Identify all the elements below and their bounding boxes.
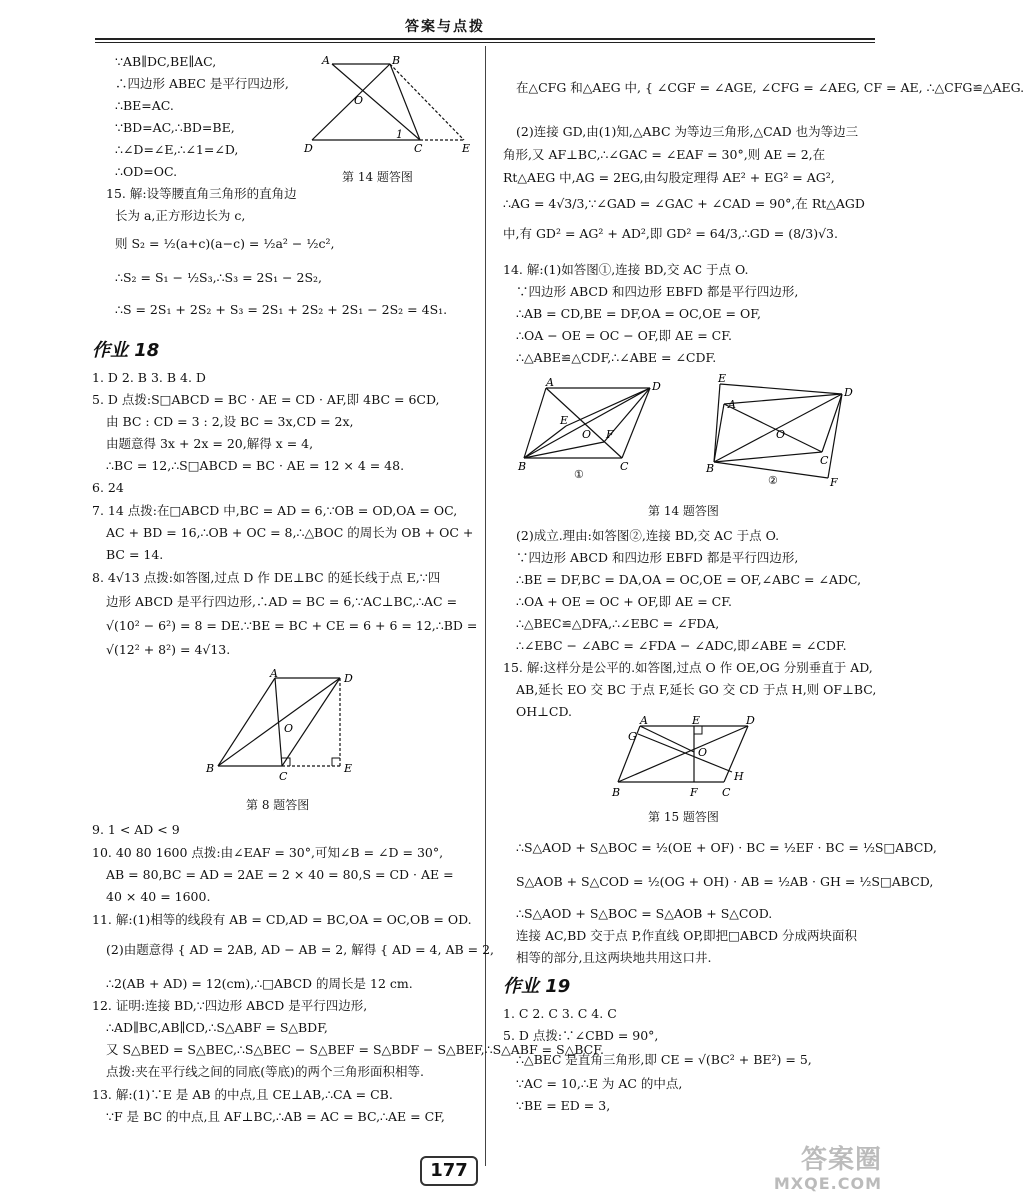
fig-label: B xyxy=(392,54,401,67)
text-line: ∵AB∥DC,BE∥AC, xyxy=(115,54,217,69)
fig-label: F xyxy=(606,428,614,441)
text-line: BC = 14. xyxy=(106,547,164,562)
figure-14-right-2 xyxy=(702,372,862,488)
text-line: 连接 AC,BD 交于点 P,作直线 OP,即把□ABCD 分成两块面积 xyxy=(516,928,857,943)
fig-label: D xyxy=(652,380,661,393)
column-divider xyxy=(485,46,486,1166)
figure-caption: 第 14 题答图 xyxy=(342,170,413,184)
text-line: ∴OA − OE = OC − OF,即 AE = CF. xyxy=(516,328,732,343)
figure-8 xyxy=(200,668,370,786)
fig-label: E xyxy=(718,372,727,385)
text-line: ∵BD=AC,∴BD=BE, xyxy=(115,120,235,135)
fig-label: G xyxy=(628,730,637,743)
figure-15 xyxy=(606,716,756,800)
text-line: ∴S△AOD + S△BOC = S△AOB + S△COD. xyxy=(516,906,773,921)
text-line: 角形,又 AF⊥BC,∴∠GAC = ∠EAF = 30°,则 AE = 2,在 xyxy=(503,147,826,162)
fig-label: A xyxy=(322,54,330,67)
text-line: ∵BE = ED = 3, xyxy=(516,1098,611,1113)
fig-label: C xyxy=(414,142,423,155)
text-line: 在△CFG 和△AEG 中, { ∠CGF = ∠AGE, ∠CFG = ∠AEG, CF = AE, ∴△CFG≌△AEG. xyxy=(516,80,1024,95)
text-line: 6. 24 xyxy=(92,480,124,495)
text-line: 长为 a,正方形边长为 c, xyxy=(115,208,246,223)
text-line: (2)由题意得 { AD = 2AB, AD − AB = 2, 解得 { AD = 4, AB = 2, xyxy=(106,942,495,957)
text-line: 12. 证明:连接 BD,∵四边形 ABCD 是平行四边形, xyxy=(92,998,368,1013)
text-line: 又 S△BED = S△BEC,∴S△BEC − S△BEF = S△BDF − S△BEF,∴S△ABF = S△BCF. xyxy=(106,1042,604,1057)
fig-label: C xyxy=(722,786,731,799)
fig-label: B xyxy=(612,786,621,799)
text-line: 7. 14 点拨:在□ABCD 中,BC = AD = 6,∵OB = OD,OA = OC, xyxy=(92,503,458,518)
text-line: (2)连接 GD,由(1)知,△ABC 为等边三角形,△CAD 也为等边三 xyxy=(516,124,859,139)
text-line: ∴△BEC 是直角三角形,即 CE = √(BC² + BE²) = 5, xyxy=(516,1052,812,1067)
fig-label: D xyxy=(844,386,853,399)
watermark xyxy=(773,1145,882,1196)
text-line: S△AOB + S△COD = ½(OG + OH) · AB = ½AB · GH = ½S□ABCD, xyxy=(516,874,934,889)
figure-caption: 第 15 题答图 xyxy=(648,810,719,824)
text-line: ∴四边形 ABEC 是平行四边形, xyxy=(115,76,289,91)
text-line: ∴S△AOD + S△BOC = ½(OE + OF) · BC = ½EF · BC = ½S□ABCD, xyxy=(516,840,937,855)
text-line: ∴∠D=∠E,∴∠1=∠D, xyxy=(115,142,239,157)
fig-label: C xyxy=(620,460,629,473)
fig-label: F xyxy=(690,786,698,799)
text-line: AC + BD = 16,∴OB + OC = 8,∴△BOC 的周长为 OB + OC + xyxy=(106,525,474,540)
text-line: ∴2(AB + AD) = 12(cm),∴□ABCD 的周长是 12 cm. xyxy=(106,976,413,991)
text-line: ∴BE = DF,BC = DA,OA = OC,OE = OF,∠ABC = ∠ADC, xyxy=(516,572,862,587)
fig-label: F xyxy=(830,476,838,489)
text-line: 由题意得 3x + 2x = 20,解得 x = 4, xyxy=(106,436,314,451)
text-line: ∴△ABE≌△CDF,∴∠ABE = ∠CDF. xyxy=(516,350,717,365)
fig-sublabel: ① xyxy=(574,468,584,481)
text-line: OH⊥CD. xyxy=(516,704,573,719)
figure-14-right-1 xyxy=(512,374,662,482)
text-line: ∵AC = 10,∴E 为 AC 的中点, xyxy=(516,1076,683,1091)
text-line: 15. 解:这样分是公平的.如答图,过点 O 作 OE,OG 分别垂直于 AD, xyxy=(503,660,873,675)
fig-label: E xyxy=(560,414,569,427)
text-line: ∴OA + OE = OC + OF,即 AE = CF. xyxy=(516,594,732,609)
text-line: 点拨:夹在平行线之间的同底(等底)的两个三角形面积相等. xyxy=(106,1064,424,1079)
text-line: ∴BC = 12,∴S□ABCD = BC · AE = 12 × 4 = 48. xyxy=(106,458,405,473)
fig-label: C xyxy=(279,770,288,783)
header-rule-thin xyxy=(95,42,875,43)
fig-label: E xyxy=(344,762,353,775)
text-line: 14. 解:(1)如答图①,连接 BD,交 AC 于点 O. xyxy=(503,262,749,277)
fig-label: C xyxy=(820,454,829,467)
fig-label: D xyxy=(746,714,755,727)
text-line: 8. 4√13 点拨:如答图,过点 D 作 DE⊥BC 的延长线于点 E,∵四 xyxy=(92,570,441,585)
page-number: 177 xyxy=(420,1156,478,1186)
text-line: ∴AB = CD,BE = DF,OA = OC,OE = OF, xyxy=(516,306,761,321)
figure-caption: 第 14 题答图 xyxy=(648,504,719,518)
text-line: ∴AG = 4√3/3,∵∠GAD = ∠GAC + ∠CAD = 90°,在 Rt△AGD xyxy=(503,196,865,211)
header-rule xyxy=(95,38,875,40)
text-line: 15. 解:设等腰直角三角形的直角边 xyxy=(106,186,297,201)
fig-label: O xyxy=(582,428,592,441)
section-heading: 作业 19 xyxy=(503,976,571,997)
text-line: ∴OD=OC. xyxy=(115,164,178,179)
fig-label: B xyxy=(706,462,715,475)
text-line: 相等的部分,且这两块地共用这口井. xyxy=(516,950,712,965)
text-line: (2)成立.理由:如答图②,连接 BD,交 AC 于点 O. xyxy=(516,528,780,543)
text-line: ∴△BEC≌△DFA,∴∠EBC = ∠FDA, xyxy=(516,616,720,631)
text-line: AB = 80,BC = AD = 2AE = 2 × 40 = 80,S = CD · AE = xyxy=(106,867,454,882)
text-line: 11. 解:(1)相等的线段有 AB = CD,AD = BC,OA = OC,OB = OD. xyxy=(92,912,472,927)
fig-sublabel: ② xyxy=(768,474,778,487)
text-line: √(10² − 6²) = 8 = DE.∵BE = BC + CE = 6 + 6 = 12,∴BD = xyxy=(106,618,478,633)
text-line: 1. C 2. C 3. C 4. C xyxy=(503,1006,617,1021)
text-line: ∵四边形 ABCD 和四边形 EBFD 都是平行四边形, xyxy=(516,550,799,565)
fig-label: A xyxy=(546,376,554,389)
text-line: AB,延长 EO 交 BC 于点 F,延长 GO 交 CD 于点 H,则 OF⊥BC, xyxy=(516,682,877,697)
fig-label: A xyxy=(728,398,736,411)
figure-caption: 第 8 题答图 xyxy=(246,798,310,812)
text-line: 40 × 40 = 1600. xyxy=(106,889,211,904)
fig-label: O xyxy=(354,94,364,107)
text-line: 则 S₂ = ½(a+c)(a−c) = ½a² − ½c², xyxy=(115,236,335,251)
text-line: 10. 40 80 1600 点拨:由∠EAF = 30°,可知∠B = ∠D = 30°, xyxy=(92,845,444,860)
text-line: 13. 解:(1)∵E 是 AB 的中点,且 CE⊥AB,∴CA = CB. xyxy=(92,1087,393,1102)
text-line: ∵四边形 ABCD 和四边形 EBFD 都是平行四边形, xyxy=(516,284,799,299)
text-line: 边形 ABCD 是平行四边形,∴AD = BC = 6,∵AC⊥BC,∴AC = xyxy=(106,594,458,609)
fig-label: O xyxy=(284,722,294,735)
text-line: ∴S₂ = S₁ − ½S₃,∴S₃ = 2S₁ − 2S₂, xyxy=(115,270,323,285)
text-line: 5. D 点拨:∵∠CBD = 90°, xyxy=(503,1028,659,1043)
fig-label: H xyxy=(734,770,744,783)
fig-label: O xyxy=(698,746,708,759)
fig-label: E xyxy=(692,714,701,727)
fig-label: E xyxy=(462,142,471,155)
watermark-text: 答案圈 xyxy=(800,1145,882,1175)
section-heading: 作业 18 xyxy=(92,340,160,361)
text-line: ∴AD∥BC,AB∥CD,∴S△ABF = S△BDF, xyxy=(106,1020,328,1035)
watermark-url: MXQE.COM xyxy=(773,1174,882,1193)
fig-label: B xyxy=(206,762,215,775)
text-line: 1. D 2. B 3. B 4. D xyxy=(92,370,206,385)
fig-label: D xyxy=(304,142,313,155)
text-line: 中,有 GD² = AG² + AD²,即 GD² = 64/3,∴GD = (8/3)√3. xyxy=(503,226,838,241)
text-line: 9. 1 < AD < 9 xyxy=(92,822,180,837)
text-line: ∴S = 2S₁ + 2S₂ + S₃ = 2S₁ + 2S₂ + 2S₁ − 2S₂ = 4S₁. xyxy=(115,302,448,317)
fig-label: 1 xyxy=(396,128,403,141)
figure-14-left xyxy=(302,52,482,160)
text-line: Rt△AEG 中,AG = 2EG,由勾股定理得 AE² + EG² = AG², xyxy=(503,170,835,185)
fig-label: A xyxy=(270,667,278,680)
header-title: 答案与点拨 xyxy=(405,19,485,35)
text-line: √(12² + 8²) = 4√13. xyxy=(106,642,231,657)
text-line: ∴∠EBC − ∠ABC = ∠FDA − ∠ADC,即∠ABE = ∠CDF. xyxy=(516,638,847,653)
text-line: ∴BE=AC. xyxy=(115,98,174,113)
fig-label: D xyxy=(344,672,353,685)
fig-label: B xyxy=(518,460,527,473)
text-line: 由 BC : CD = 3 : 2,设 BC = 3x,CD = 2x, xyxy=(106,414,354,429)
fig-label: A xyxy=(640,714,648,727)
fig-label: O xyxy=(776,428,786,441)
text-line: 5. D 点拨:S□ABCD = BC · AE = CD · AF,即 4BC = 6CD, xyxy=(92,392,440,407)
text-line: ∵F 是 BC 的中点,且 AF⊥BC,∴AB = AC = BC,∴AE = CF, xyxy=(106,1109,445,1124)
